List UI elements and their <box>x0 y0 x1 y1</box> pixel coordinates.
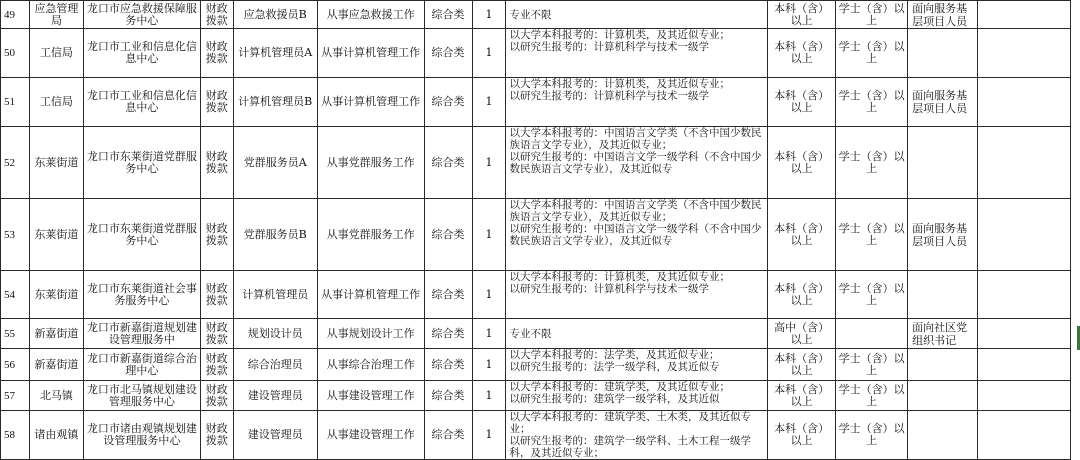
department-cell: 东莱街道 <box>29 271 83 319</box>
degree-cell: 学士（含）以上 <box>836 381 908 411</box>
education-cell: 高中（含）以上 <box>768 319 836 349</box>
funding-cell: 财政拨款 <box>200 319 233 349</box>
duty-cell: 从事应急救援工作 <box>317 1 424 29</box>
major-requirement-cell <box>506 411 768 460</box>
degree-cell: 学士（含）以上 <box>836 271 908 319</box>
remark-cell <box>908 127 978 199</box>
department-cell: 东莱街道 <box>29 199 83 271</box>
duty-cell: 从事计算机管理工作 <box>317 78 424 127</box>
requirement-line: 以研究生报考的：建筑学一级学科、土木工程一级学科，及其近似专业； <box>509 435 751 459</box>
row-number: 51 <box>1 78 30 127</box>
requirement-line: 以大学本科报考的：法学类，及其近似专业； <box>509 349 720 361</box>
table-row <box>1 199 1080 271</box>
unit-cell: 龙口市东莱街道党群服务中心 <box>83 127 200 199</box>
unit-cell: 龙口市东莱街道社会事务服务中心 <box>83 271 200 319</box>
row-number: 50 <box>1 29 30 78</box>
funding-cell: 财政拨款 <box>200 127 233 199</box>
headcount-cell: 1 <box>472 78 506 127</box>
table-row <box>1 271 1080 319</box>
row-number: 53 <box>1 199 30 271</box>
edge-cell <box>978 349 1071 381</box>
unit-cell: 龙口市工业和信息化信息中心 <box>83 78 200 127</box>
department-cell: 东莱街道 <box>29 127 83 199</box>
post-name-cell: 党群服务员A <box>233 127 317 199</box>
edge-cell <box>978 319 1071 349</box>
degree-cell: 学士（含）以上 <box>836 1 908 29</box>
department-cell: 新嘉街道 <box>29 319 83 349</box>
requirement-line: 以大学本科报考的：中国语言文学类（不含中国少数民族语言文学专业），及其近似专业； <box>509 127 762 151</box>
table-body <box>1 1 1080 460</box>
duty-cell: 从事计算机管理工作 <box>317 29 424 78</box>
post-name-cell: 应急救援员B <box>233 1 317 29</box>
department-cell: 工信局 <box>29 29 83 78</box>
remark-cell <box>908 29 978 78</box>
funding-cell: 财政拨款 <box>200 29 233 78</box>
education-cell: 本科（含）以上 <box>768 199 836 271</box>
requirement-line: 以研究生报考的：计算机科学与技术一级学 <box>509 90 709 102</box>
requirement-line: 以研究生报考的：建筑学一级学科，及其近似 <box>509 393 720 405</box>
category-cell: 综合类 <box>424 271 472 319</box>
requirement-line: 以大学本科报考的：计算机类，及其近似专业； <box>509 29 730 41</box>
funding-cell: 财政拨款 <box>200 1 233 29</box>
edge-cell <box>978 29 1071 78</box>
unit-cell: 龙口市新嘉街道规划建设管理服务中 <box>83 319 200 349</box>
department-cell: 应急管理局 <box>29 1 83 29</box>
row-number: 55 <box>1 319 30 349</box>
major-requirement-cell <box>506 29 768 78</box>
post-name-cell: 规划设计员 <box>233 319 317 349</box>
degree-cell: 学士（含）以上 <box>836 411 908 460</box>
major-requirement-cell <box>506 319 768 349</box>
remark-cell <box>908 349 978 381</box>
row-number: 58 <box>1 411 30 460</box>
funding-cell: 财政拨款 <box>200 349 233 381</box>
post-name-cell: 建设管理员 <box>233 381 317 411</box>
table-row <box>1 29 1080 78</box>
major-requirement-cell <box>506 271 768 319</box>
duty-cell: 从事建设管理工作 <box>317 411 424 460</box>
funding-cell: 财政拨款 <box>200 199 233 271</box>
table-row <box>1 349 1080 381</box>
remark-cell <box>908 271 978 319</box>
duty-cell: 从事建设管理工作 <box>317 381 424 411</box>
major-requirement-cell <box>506 199 768 271</box>
post-name-cell: 计算机管理员 <box>233 271 317 319</box>
table-row <box>1 127 1080 199</box>
department-cell: 新嘉街道 <box>29 349 83 381</box>
education-cell: 本科（含）以上 <box>768 381 836 411</box>
department-cell: 诸由观镇 <box>29 411 83 460</box>
requirement-line: 以研究生报考的：计算机科学与技术一级学 <box>509 41 709 53</box>
duty-cell: 从事计算机管理工作 <box>317 271 424 319</box>
duty-cell: 从事综合治理工作 <box>317 349 424 381</box>
table-row <box>1 78 1080 127</box>
row-number: 49 <box>1 1 30 29</box>
funding-cell: 财政拨款 <box>200 78 233 127</box>
headcount-cell: 1 <box>472 127 506 199</box>
edge-cell <box>978 271 1071 319</box>
duty-cell: 从事党群服务工作 <box>317 127 424 199</box>
edge-cell <box>978 78 1071 127</box>
education-cell: 本科（含）以上 <box>768 1 836 29</box>
duty-cell: 从事规划设计工作 <box>317 319 424 349</box>
funding-cell: 财政拨款 <box>200 411 233 460</box>
department-cell: 工信局 <box>29 78 83 127</box>
edge-cell <box>978 411 1071 460</box>
edge-cell <box>978 381 1071 411</box>
unit-cell: 龙口市工业和信息化信息中心 <box>83 29 200 78</box>
major-requirement-cell <box>506 349 768 381</box>
funding-cell: 财政拨款 <box>200 381 233 411</box>
post-name-cell: 党群服务员B <box>233 199 317 271</box>
remark-cell <box>908 381 978 411</box>
major-requirement-cell <box>506 127 768 199</box>
row-number: 56 <box>1 349 30 381</box>
requirement-line: 以研究生报考的：法学一级学科，及其近似专 <box>509 361 720 373</box>
unit-cell: 龙口市诸由观镇规划建设管理服务中心 <box>83 411 200 460</box>
education-cell: 本科（含）以上 <box>768 411 836 460</box>
category-cell: 综合类 <box>424 199 472 271</box>
category-cell: 综合类 <box>424 78 472 127</box>
headcount-cell: 1 <box>472 381 506 411</box>
education-cell: 本科（含）以上 <box>768 78 836 127</box>
education-cell: 本科（含）以上 <box>768 349 836 381</box>
post-name-cell: 建设管理员 <box>233 411 317 460</box>
remark-cell: 面向服务基层项目人员 <box>908 199 978 271</box>
table-row <box>1 381 1080 411</box>
headcount-cell: 1 <box>472 1 506 29</box>
requirement-line: 以研究生报考的：中国语言文学一级学科（不含中国少数民族语言文学专业），及其近似专 <box>509 151 762 175</box>
row-number: 52 <box>1 127 30 199</box>
category-cell: 综合类 <box>424 29 472 78</box>
remark-cell: 面向社区党组织书记 <box>908 319 978 349</box>
row-number: 54 <box>1 271 30 319</box>
category-cell: 综合类 <box>424 319 472 349</box>
requirement-line: 专业不限 <box>509 327 552 340</box>
post-name-cell: 计算机管理员B <box>233 78 317 127</box>
post-name-cell: 综合治理员 <box>233 349 317 381</box>
degree-cell: 学士（含）以上 <box>836 78 908 127</box>
major-requirement-cell <box>506 1 768 29</box>
requirement-line: 以大学本科报考的：计算机类，及其近似专业； <box>509 78 730 90</box>
category-cell: 综合类 <box>424 127 472 199</box>
category-cell: 综合类 <box>424 411 472 460</box>
degree-cell: 学士（含）以上 <box>836 349 908 381</box>
degree-cell <box>836 319 908 349</box>
headcount-cell: 1 <box>472 411 506 460</box>
requirement-line: 专业不限 <box>509 8 552 21</box>
education-cell: 本科（含）以上 <box>768 29 836 78</box>
row-number: 57 <box>1 381 30 411</box>
headcount-cell: 1 <box>472 199 506 271</box>
unit-cell: 龙口市新嘉街道综合治理中心 <box>83 349 200 381</box>
edge-cell <box>978 1 1071 29</box>
headcount-cell: 1 <box>472 271 506 319</box>
education-cell: 本科（含）以上 <box>768 127 836 199</box>
remark-cell: 面向服务基层项目人员 <box>908 1 978 29</box>
funding-cell: 财政拨款 <box>200 271 233 319</box>
unit-cell: 龙口市北马镇规划建设管理服务中心 <box>83 381 200 411</box>
department-cell: 北马镇 <box>29 381 83 411</box>
remark-cell <box>908 411 978 460</box>
degree-cell: 学士（含）以上 <box>836 127 908 199</box>
requirement-line: 以大学本科报考的：计算机类，及其近似专业； <box>509 271 730 283</box>
edge-cell <box>978 199 1071 271</box>
requirement-line: 以大学本科报考的：建筑学类，及其近似专业； <box>509 381 730 393</box>
table-row <box>1 411 1080 460</box>
headcount-cell: 1 <box>472 319 506 349</box>
degree-cell: 学士（含）以上 <box>836 29 908 78</box>
unit-cell: 龙口市应急救援保障服务中心 <box>83 1 200 29</box>
degree-cell: 学士（含）以上 <box>836 199 908 271</box>
remark-cell: 面向服务基层项目人员 <box>908 78 978 127</box>
requirement-line: 以研究生报考的：中国语言文学一级学科（不含中国少数民族语言文学专业），及其近似专 <box>509 223 762 247</box>
headcount-cell: 1 <box>472 349 506 381</box>
category-cell: 综合类 <box>424 381 472 411</box>
post-name-cell: 计算机管理员A <box>233 29 317 78</box>
table-row <box>1 1 1080 29</box>
category-cell: 综合类 <box>424 1 472 29</box>
requirement-line: 以研究生报考的：计算机科学与技术一级学 <box>509 283 709 295</box>
edge-cell <box>978 127 1071 199</box>
requirement-line: 以大学本科报考的：中国语言文学类（不含中国少数民族语言文学专业），及其近似专业； <box>509 199 762 223</box>
headcount-cell: 1 <box>472 29 506 78</box>
category-cell: 综合类 <box>424 349 472 381</box>
unit-cell: 龙口市东莱街道党群服务中心 <box>83 199 200 271</box>
requirement-line: 以大学本科报考的：建筑学类、土木类，及其近似专业； <box>509 411 751 435</box>
major-requirement-cell <box>506 381 768 411</box>
duty-cell: 从事党群服务工作 <box>317 199 424 271</box>
table-row <box>1 319 1080 349</box>
education-cell: 本科（含）以上 <box>768 271 836 319</box>
major-requirement-cell <box>506 78 768 127</box>
